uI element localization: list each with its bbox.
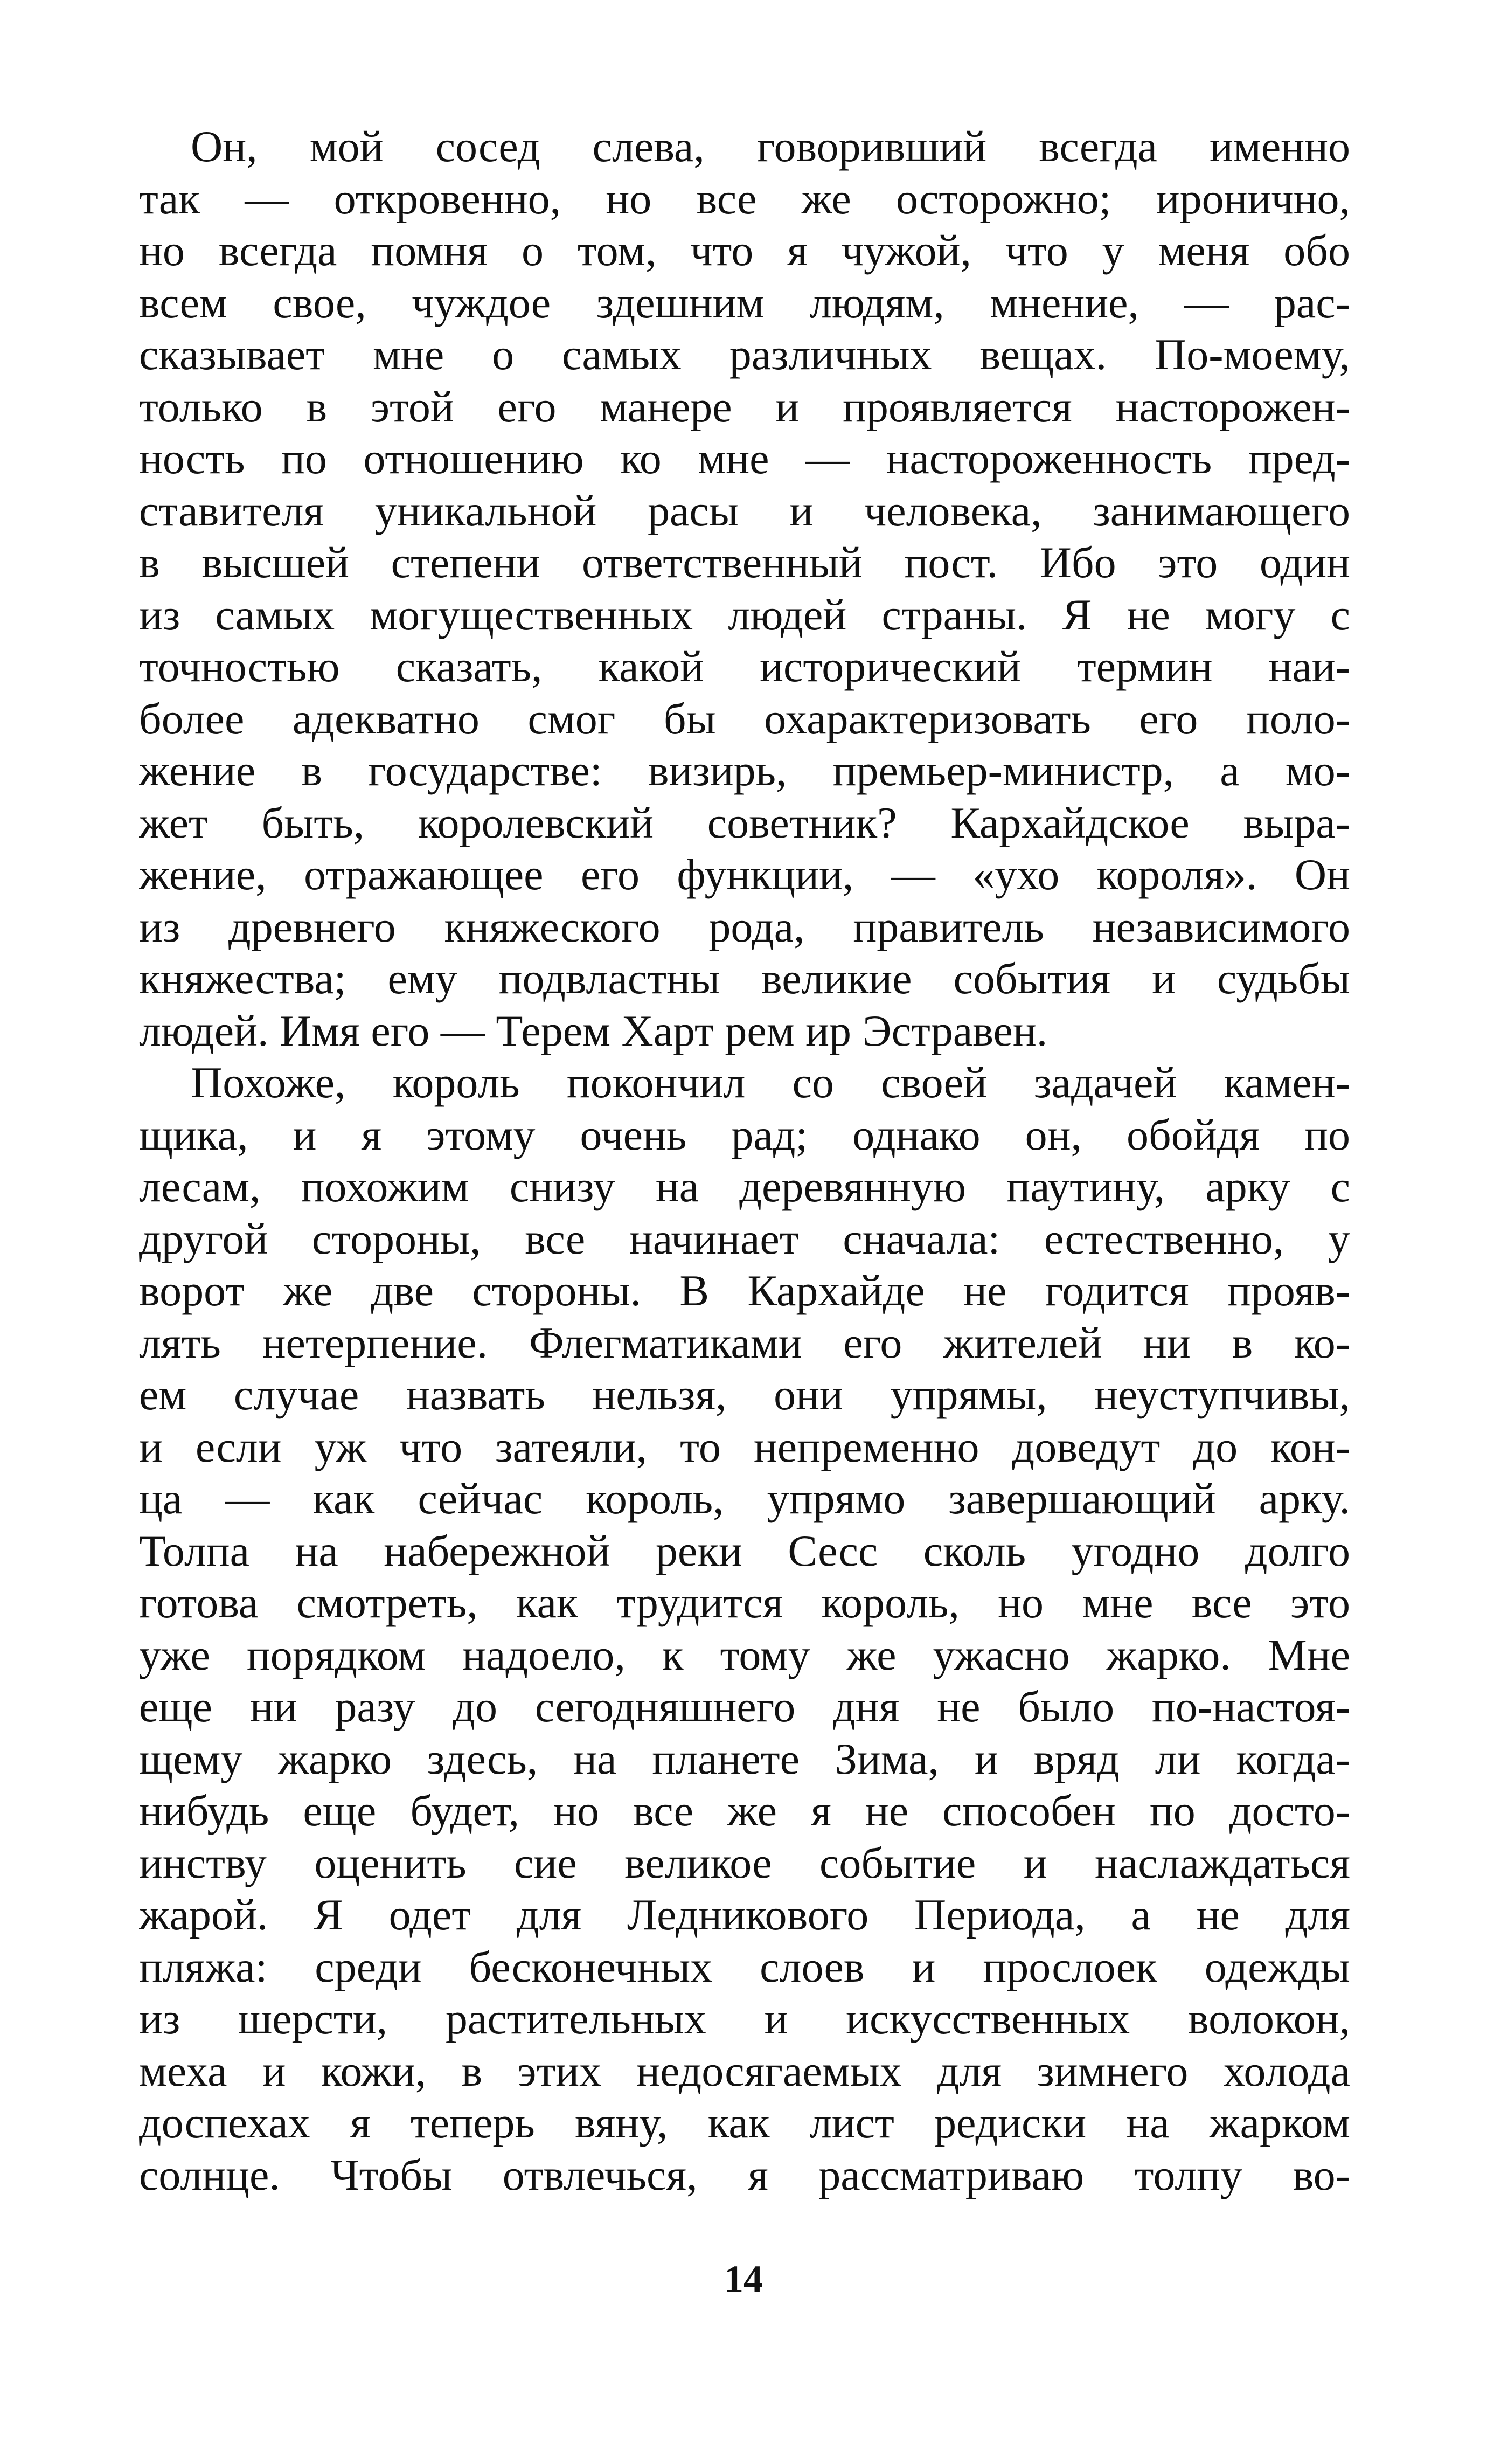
text-line: из древнего княжеского рода, правитель независимого [139,902,1350,951]
text-line: солнце. Чтобы отвлечься, я рассматриваю толпу во- [139,2150,1350,2199]
text-line: княжества; ему подвластны великие события и судьбы [139,954,1350,1003]
text-line: жарой. Я одет для Ледникового Периода, а не для [139,1890,1350,1939]
text-line: Он, мой сосед слева, говоривший всегда именно [191,122,1350,171]
paragraph-2 [139,1057,1350,2201]
text-line: инству оценить сие великое событие и наслаждаться [139,1838,1350,1887]
text-line: ца — как сейчас король, упрямо завершающий арку. [139,1474,1350,1523]
text-line: ем случае назвать нельзя, они упрямы, неуступчивы, [139,1370,1350,1419]
text-line: уже порядком надоело, к тому же ужасно жарко. Мне [139,1630,1350,1679]
text-line: точностью сказать, какой исторический термин наи- [139,642,1350,691]
text-line: щика, и я этому очень рад; однако он, обойдя по [139,1110,1350,1159]
text-line: доспехах я теперь вяну, как лист редиски на жарком [139,2098,1350,2147]
text-line: Толпа на набережной реки Сесс сколь угодно долго [139,1526,1350,1575]
text-line: более адекватно смог бы охарактеризовать его поло- [139,694,1350,743]
text-line: и если уж что затеяли, то непременно доведут до кон- [139,1422,1350,1471]
text-line: жение, отражающее его функции, — «ухо короля». Он [139,850,1350,899]
text-line: жение в государстве: визирь, премьер-министр, а мо- [139,746,1350,795]
text-line: лять нетерпение. Флегматиками его жителей ни в ко- [139,1318,1350,1367]
text-line: меха и кожи, в этих недосягаемых для зимнего холода [139,2046,1350,2095]
text-line: щему жарко здесь, на планете Зима, и вряд ли когда- [139,1734,1350,1783]
text-line: сказывает мне о самых различных вещах. По-моему, [139,330,1350,379]
text-line: из шерсти, растительных и искусственных волокон, [139,1994,1350,2043]
text-line: другой стороны, все начинает сначала: естественно, у [139,1214,1350,1263]
page-number: 14 [724,2258,763,2301]
text-line: но всегда помня о том, что я чужой, что у меня обо [139,226,1350,275]
text-line: ставителя уникальной расы и человека, занимающего [139,486,1350,535]
body-text [139,121,1350,2201]
text-line: всем свое, чуждое здешним людям, мнение, — рас- [139,278,1350,327]
text-line: в высшей степени ответственный пост. Ибо это один [139,538,1350,587]
text-line: пляжа: среди бесконечных слоев и прослоек одежды [139,1942,1350,1991]
text-line: людей. Имя его — Терем Харт рем ир Эстравен. [139,1006,1048,1055]
text-line: Похоже, король покончил со своей задачей камен- [191,1058,1350,1107]
text-line: только в этой его манере и проявляется насторожен- [139,382,1350,431]
text-line: лесам, похожим снизу на деревянную паутину, арку с [139,1162,1350,1211]
paragraph-1 [139,121,1350,1057]
text-line: еще ни разу до сегодняшнего дня не было по-настоя- [139,1682,1350,1731]
text-line: ворот же две стороны. В Кархайде не годится прояв- [139,1266,1350,1315]
text-line: готова смотреть, как трудится король, но мне все это [139,1578,1350,1627]
text-line: ность по отношению ко мне — настороженность пред- [139,434,1350,483]
text-line: из самых могущественных людей страны. Я не могу с [139,590,1350,639]
text-line: нибудь еще будет, но все же я не способен по досто- [139,1786,1350,1835]
text-line: жет быть, королевский советник? Кархайдское выра- [139,798,1350,847]
text-line: так — откровенно, но все же осторожно; иронично, [139,174,1350,223]
